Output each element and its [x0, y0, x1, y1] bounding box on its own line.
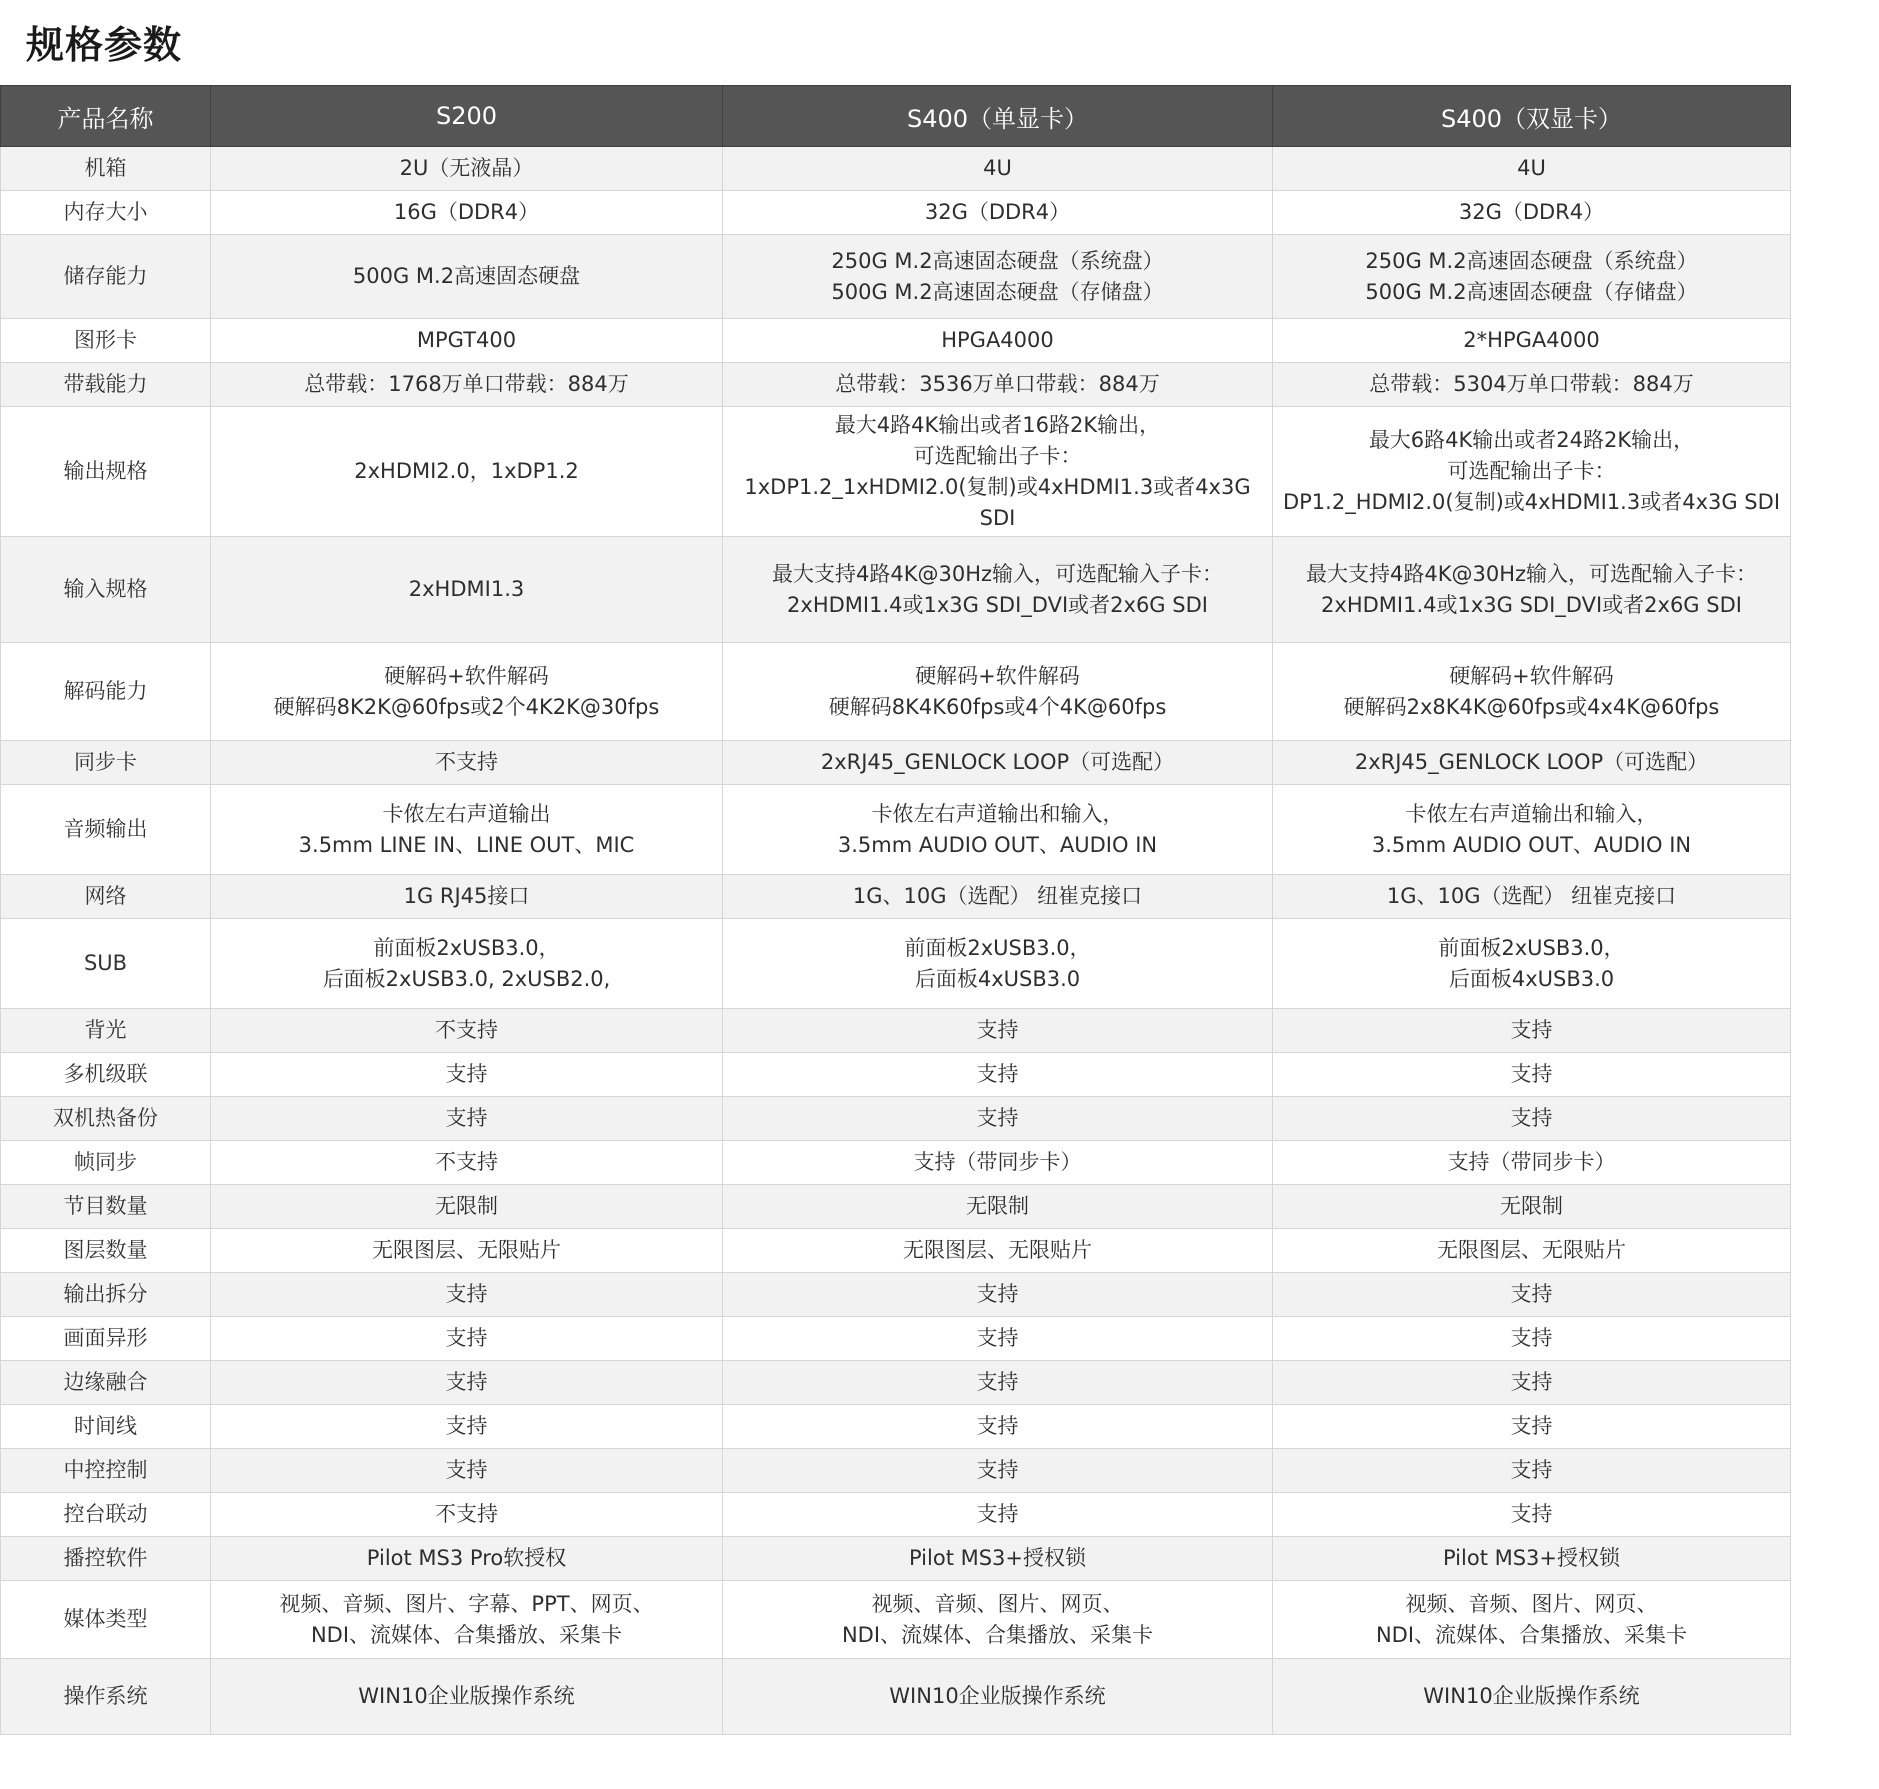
table-cell [1273, 919, 1791, 1009]
row-label: 中控控制 [1, 1449, 211, 1493]
table-cell [723, 1581, 1273, 1659]
table-cell [723, 1053, 1273, 1097]
cell-text-line: 1G、10G（选配） 纽崔克接口 [852, 884, 1143, 908]
row-label: 输出规格 [1, 407, 211, 537]
cell-text-line: 可选配输出子卡： [1447, 459, 1616, 483]
cell-text-line: WIN10企业版操作系统 [358, 1684, 575, 1708]
table-cell [1273, 1141, 1791, 1185]
cell-text-line: 支持 [976, 1062, 1019, 1086]
table-row [1, 1581, 1791, 1659]
table-cell [1273, 1537, 1791, 1581]
table-cell [723, 1273, 1273, 1317]
table-cell [211, 1537, 723, 1581]
table-cell [211, 319, 723, 363]
cell-text-line: 支持 [1510, 1106, 1553, 1130]
cell-text-line: 2xHDMI1.4或1x3G SDI_DVI或者2x6G SDI [787, 592, 1208, 617]
row-label: 操作系统 [1, 1659, 211, 1735]
header-s200: S200 [211, 86, 723, 147]
table-cell [211, 1361, 723, 1405]
table-row [1, 643, 1791, 741]
row-label: 输入规格 [1, 537, 211, 643]
cell-text-line: NDI、流媒体、合集播放、采集卡 [841, 1622, 1154, 1647]
table-cell [211, 407, 723, 537]
row-label: 控台联动 [1, 1493, 211, 1537]
cell-text-line: 前面板2xUSB3.0， [1438, 935, 1625, 960]
table-cell [1273, 1097, 1791, 1141]
row-label: 机箱 [1, 147, 211, 191]
cell-text-line: 1G RJ45接口 [403, 884, 530, 908]
cell-text-line: 500G M.2高速固态硬盘（存储盘） [1365, 279, 1698, 304]
cell-text-line: 支持 [445, 1458, 488, 1482]
cell-text-line: 500G M.2高速固态硬盘 [352, 264, 581, 288]
table-cell [723, 407, 1273, 537]
row-label: 时间线 [1, 1405, 211, 1449]
table-row [1, 235, 1791, 319]
cell-text-line: 2xRJ45_GENLOCK LOOP（可选配） [1354, 750, 1709, 774]
table-row [1, 363, 1791, 407]
table-cell [723, 643, 1273, 741]
cell-text-line: 硬解码8K4K60fps或4个4K@60fps [828, 694, 1167, 719]
table-cell [211, 1493, 723, 1537]
table-cell [1273, 1581, 1791, 1659]
cell-text-line: 后面板4xUSB3.0 [1448, 966, 1615, 991]
row-label: 同步卡 [1, 741, 211, 785]
row-label: 图层数量 [1, 1229, 211, 1273]
row-label: 带载能力 [1, 363, 211, 407]
cell-text-line: 4U [983, 156, 1012, 180]
cell-text-line: 不支持 [435, 1502, 498, 1526]
cell-text-line: 支持 [1510, 1414, 1553, 1438]
table-cell [1273, 875, 1791, 919]
cell-text-line: 视频、音频、图片、字幕、PPT、网页、 [279, 1591, 654, 1616]
table-cell [211, 363, 723, 407]
table-row [1, 1361, 1791, 1405]
cell-text-line: 无限制 [435, 1194, 498, 1218]
row-label: 网络 [1, 875, 211, 919]
table-row [1, 1185, 1791, 1229]
table-row [1, 1493, 1791, 1537]
table-cell [723, 785, 1273, 875]
table-cell [1273, 1449, 1791, 1493]
table-row [1, 319, 1791, 363]
cell-text-line: 前面板2xUSB3.0， [904, 935, 1091, 960]
table-cell [723, 1659, 1273, 1735]
cell-text-line: 无限图层、无限贴片 [903, 1238, 1092, 1262]
table-cell [1273, 741, 1791, 785]
cell-text-line: Pilot MS3 Pro软授权 [366, 1546, 567, 1570]
table-cell [211, 1659, 723, 1735]
table-cell [1273, 1229, 1791, 1273]
cell-text-line: 总带载：5304万单口带载：884万 [1369, 372, 1694, 396]
cell-text-line: Pilot MS3+授权锁 [1442, 1546, 1621, 1570]
table-body [1, 147, 1791, 1735]
table-cell [1273, 1405, 1791, 1449]
cell-text-line: 支持 [1510, 1282, 1553, 1306]
cell-text-line: NDI、流媒体、合集播放、采集卡 [1375, 1622, 1688, 1647]
row-label: 媒体类型 [1, 1581, 211, 1659]
table-cell [723, 1185, 1273, 1229]
table-cell [1273, 785, 1791, 875]
table-cell [1273, 147, 1791, 191]
table-cell [723, 875, 1273, 919]
table-cell [211, 1053, 723, 1097]
cell-text-line: 2*HPGA4000 [1463, 328, 1600, 352]
cell-text-line: 支持 [976, 1458, 1019, 1482]
table-row [1, 1097, 1791, 1141]
cell-text-line: 500G M.2高速固态硬盘（存储盘） [831, 279, 1164, 304]
row-label: 播控软件 [1, 1537, 211, 1581]
cell-text-line: 支持 [445, 1062, 488, 1086]
cell-text-line: 硬解码+软件解码 [1449, 663, 1614, 688]
table-row [1, 1273, 1791, 1317]
table-row [1, 147, 1791, 191]
header-s400-single: S400（单显卡） [723, 86, 1273, 147]
table-cell [211, 1581, 723, 1659]
table-cell [723, 319, 1273, 363]
cell-text-line: 2xHDMI2.0，1xDP1.2 [354, 459, 579, 483]
table-row [1, 407, 1791, 537]
cell-text-line: 最大支持4路4K@30Hz输入，可选配输入子卡： [1305, 561, 1758, 586]
cell-text-line: 32G（DDR4） [924, 200, 1071, 224]
table-cell [723, 1405, 1273, 1449]
table-cell [723, 235, 1273, 319]
cell-text-line: 支持 [976, 1502, 1019, 1526]
page-title: 规格参数 [26, 23, 183, 67]
cell-text-line: DP1.2_HDMI2.0(复制)或4xHDMI1.3或者4x3G SDI [1282, 490, 1781, 514]
table-cell [723, 1229, 1273, 1273]
cell-text-line: 支持（带同步卡） [1447, 1150, 1616, 1174]
table-cell [211, 147, 723, 191]
table-cell [211, 537, 723, 643]
cell-text-line: 不支持 [435, 1018, 498, 1042]
cell-text-line: WIN10企业版操作系统 [889, 1684, 1106, 1708]
table-cell [211, 1273, 723, 1317]
table-cell [1273, 1009, 1791, 1053]
table-row [1, 919, 1791, 1009]
table-cell [211, 1405, 723, 1449]
cell-text-line: 250G M.2高速固态硬盘（系统盘） [831, 248, 1164, 273]
cell-text-line: WIN10企业版操作系统 [1423, 1684, 1640, 1708]
cell-text-line: 支持 [445, 1326, 488, 1350]
cell-text-line: 支持 [976, 1018, 1019, 1042]
table-cell [1273, 407, 1791, 537]
cell-text-line: 支持 [976, 1106, 1019, 1130]
table-cell [1273, 537, 1791, 643]
cell-text-line: 支持 [1510, 1018, 1553, 1042]
cell-text-line: 支持 [976, 1326, 1019, 1350]
cell-text-line: 4U [1517, 156, 1546, 180]
cell-text-line: 支持 [1510, 1062, 1553, 1086]
table-cell [1273, 191, 1791, 235]
table-cell [723, 1141, 1273, 1185]
table-cell [723, 1449, 1273, 1493]
cell-text-line: 2xHDMI1.4或1x3G SDI_DVI或者2x6G SDI [1321, 592, 1742, 617]
cell-text-line: 支持 [976, 1282, 1019, 1306]
table-cell [1273, 1273, 1791, 1317]
table-cell [211, 1185, 723, 1229]
table-header-row [1, 86, 1791, 147]
cell-text-line: 250G M.2高速固态硬盘（系统盘） [1365, 248, 1698, 273]
table-row [1, 875, 1791, 919]
cell-text-line: 视频、音频、图片、网页、 [871, 1591, 1124, 1616]
cell-text-line: 前面板2xUSB3.0， [373, 935, 560, 960]
table-cell [1273, 1185, 1791, 1229]
table-row [1, 1229, 1791, 1273]
cell-text-line: 硬解码+软件解码 [915, 663, 1080, 688]
cell-text-line: 2xHDMI1.3 [408, 577, 525, 601]
table-cell [723, 1097, 1273, 1141]
table-cell [211, 235, 723, 319]
cell-text-line: 硬解码8K2K@60fps或2个4K2K@30fps [273, 694, 660, 719]
row-label: 解码能力 [1, 643, 211, 741]
table-cell [1273, 319, 1791, 363]
cell-text-line: 总带载：1768万单口带载：884万 [304, 372, 629, 396]
header-s400-dual: S400（双显卡） [1273, 86, 1791, 147]
row-label: 图形卡 [1, 319, 211, 363]
row-label: 节目数量 [1, 1185, 211, 1229]
table-cell [211, 875, 723, 919]
cell-text-line: NDI、流媒体、合集播放、采集卡 [310, 1622, 623, 1647]
cell-text-line: MPGT400 [416, 328, 517, 352]
table-cell [211, 1449, 723, 1493]
cell-text-line: HPGA4000 [941, 328, 1054, 352]
table-cell [1273, 1317, 1791, 1361]
cell-text-line: 32G（DDR4） [1458, 200, 1605, 224]
table-cell [723, 1361, 1273, 1405]
row-label: 内存大小 [1, 191, 211, 235]
row-label: 边缘融合 [1, 1361, 211, 1405]
cell-text-line: 支持 [976, 1414, 1019, 1438]
cell-text-line: 支持 [976, 1370, 1019, 1394]
table-cell [723, 537, 1273, 643]
table-cell [1273, 1053, 1791, 1097]
cell-text-line: 硬解码2x8K4K@60fps或4x4K@60fps [1343, 694, 1720, 719]
row-label: 画面异形 [1, 1317, 211, 1361]
cell-text-line: 最大6路4K输出或者24路2K输出， [1368, 428, 1695, 452]
cell-text-line: 硬解码+软件解码 [384, 663, 549, 688]
header-product-name: 产品名称 [1, 86, 211, 147]
table-cell [211, 191, 723, 235]
table-cell [723, 741, 1273, 785]
table-cell [211, 741, 723, 785]
cell-text-line: 2xRJ45_GENLOCK LOOP（可选配） [820, 750, 1175, 774]
cell-text-line: 最大支持4路4K@30Hz输入，可选配输入子卡： [771, 561, 1224, 586]
row-label: SUB [1, 919, 211, 1009]
cell-text-line: 支持 [445, 1106, 488, 1130]
table-row [1, 1449, 1791, 1493]
table-cell [1273, 1361, 1791, 1405]
cell-text-line: 后面板2xUSB3.0, 2xUSB2.0, [322, 966, 611, 991]
table-cell [723, 1317, 1273, 1361]
cell-text-line: 卡侬左右声道输出和输入， [1405, 801, 1658, 826]
row-label: 输出拆分 [1, 1273, 211, 1317]
row-label: 音频输出 [1, 785, 211, 875]
table-cell [1273, 363, 1791, 407]
cell-text-line: 3.5mm AUDIO OUT、AUDIO IN [1371, 832, 1692, 857]
cell-text-line: 无限制 [1500, 1194, 1563, 1218]
table-cell [723, 191, 1273, 235]
table-row [1, 1405, 1791, 1449]
cell-text-line: 支持 [1510, 1502, 1553, 1526]
table-cell [211, 919, 723, 1009]
table-cell [211, 1229, 723, 1273]
table-row [1, 537, 1791, 643]
table-cell [211, 1141, 723, 1185]
table-cell [723, 919, 1273, 1009]
cell-text-line: 最大4路4K输出或者16路2K输出， [834, 412, 1161, 437]
table-cell [723, 1009, 1273, 1053]
spec-table [0, 85, 1791, 1735]
cell-text-line: 无限制 [966, 1194, 1029, 1218]
row-label: 帧同步 [1, 1141, 211, 1185]
row-label: 双机热备份 [1, 1097, 211, 1141]
cell-text-line: 不支持 [435, 1150, 498, 1174]
table-cell [1273, 643, 1791, 741]
table-row [1, 191, 1791, 235]
table-row [1, 1053, 1791, 1097]
cell-text-line: 支持 [445, 1282, 488, 1306]
row-label: 多机级联 [1, 1053, 211, 1097]
table-row [1, 785, 1791, 875]
cell-text-line: 16G（DDR4） [393, 200, 540, 224]
cell-text-line: 3.5mm LINE IN、LINE OUT、MIC [298, 832, 635, 857]
row-label: 储存能力 [1, 235, 211, 319]
table-cell [1273, 235, 1791, 319]
table-row [1, 1659, 1791, 1735]
cell-text-line: 2U（无液晶） [399, 156, 534, 180]
table-cell [723, 1537, 1273, 1581]
table-row [1, 741, 1791, 785]
table-row [1, 1141, 1791, 1185]
cell-text-line: 支持（带同步卡） [913, 1150, 1082, 1174]
table-cell [723, 1493, 1273, 1537]
table-row [1, 1317, 1791, 1361]
table-cell [1273, 1659, 1791, 1735]
cell-text-line: 无限图层、无限贴片 [372, 1238, 561, 1262]
row-label: 背光 [1, 1009, 211, 1053]
table-row [1, 1537, 1791, 1581]
table-cell [211, 1009, 723, 1053]
cell-text-line: 不支持 [435, 750, 498, 774]
cell-text-line: 3.5mm AUDIO OUT、AUDIO IN [837, 832, 1158, 857]
table-cell [211, 785, 723, 875]
table-cell [723, 363, 1273, 407]
table-cell [723, 147, 1273, 191]
cell-text-line: 支持 [1510, 1370, 1553, 1394]
cell-text-line: 1xDP1.2_1xHDMI2.0(复制)或4xHDMI1.3或者4x3G SDI [744, 474, 1251, 530]
cell-text-line: 支持 [1510, 1326, 1553, 1350]
cell-text-line: Pilot MS3+授权锁 [908, 1546, 1087, 1570]
cell-text-line: 后面板4xUSB3.0 [914, 966, 1081, 991]
cell-text-line: 总带载：3536万单口带载：884万 [835, 372, 1160, 396]
table-cell [211, 1097, 723, 1141]
cell-text-line: 视频、音频、图片、网页、 [1405, 1591, 1658, 1616]
cell-text-line: 卡侬左右声道输出 [382, 801, 551, 826]
table-cell [211, 643, 723, 741]
table-row [1, 1009, 1791, 1053]
cell-text-line: 支持 [445, 1414, 488, 1438]
cell-text-line: 卡侬左右声道输出和输入， [871, 801, 1124, 826]
table-cell [211, 1317, 723, 1361]
cell-text-line: 支持 [1510, 1458, 1553, 1482]
cell-text-line: 可选配输出子卡： [913, 443, 1082, 468]
cell-text-line: 1G、10G（选配） 纽崔克接口 [1386, 884, 1677, 908]
cell-text-line: 支持 [445, 1370, 488, 1394]
table-cell [1273, 1493, 1791, 1537]
cell-text-line: 无限图层、无限贴片 [1437, 1238, 1626, 1262]
